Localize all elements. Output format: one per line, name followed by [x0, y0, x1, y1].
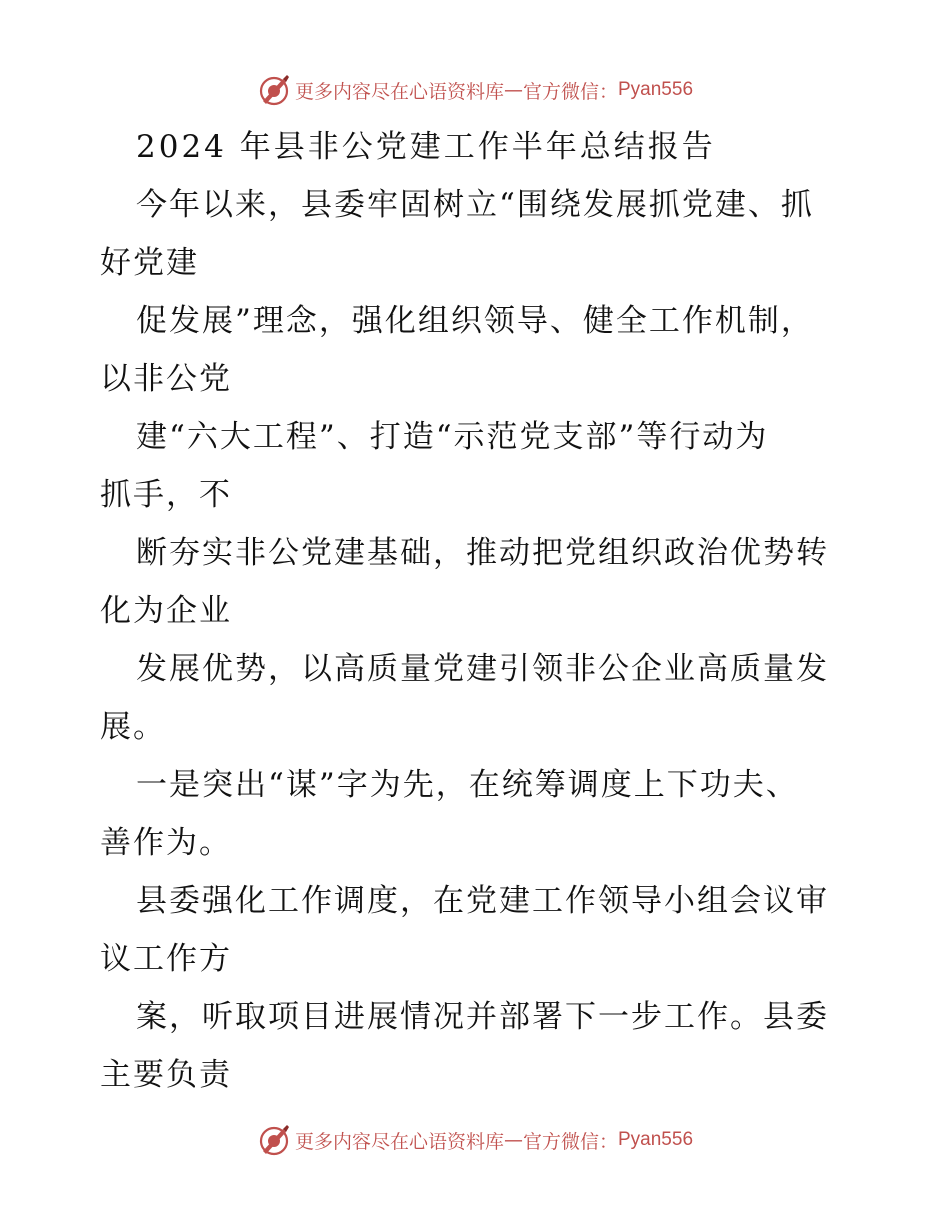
section-heading-line: 一是突出“谋”字为先，在统筹调度上下功夫、 — [136, 767, 799, 803]
paragraph-line: 案，听取项目进展情况并部署下一步工作。县委 — [136, 999, 829, 1035]
paragraph-line: 展。 — [100, 709, 166, 745]
pen-circle-logo-icon — [257, 73, 291, 107]
document-body — [100, 118, 880, 1104]
banner-separator: — — [503, 1129, 523, 1151]
paragraph-line: 抓手，不 — [100, 477, 232, 513]
footer-banner — [0, 1120, 950, 1160]
paragraph-line: 议工作方 — [100, 941, 232, 977]
banner-separator: — — [503, 79, 523, 101]
paragraph-line: 今年以来，县委牢固树立“围绕发展抓党建、抓 — [136, 187, 814, 223]
paragraph-line: 建“六大工程”、打造“示范党支部”等行动为 — [136, 419, 769, 455]
paragraph-line: 断夯实非公党建基础，推动把党组织政治优势转 — [136, 535, 829, 571]
paragraph-line: 县委强化工作调度，在党建工作领导小组会议审 — [136, 883, 829, 919]
banner-text: 更多内容尽在心语资料库 — [294, 80, 504, 103]
paragraph-line: 好党建 — [100, 245, 199, 281]
paragraph-line: 以非公党 — [100, 361, 232, 397]
pen-circle-logo-icon — [257, 1123, 291, 1157]
document-title: 2024 年县非公党建工作半年总结报告 — [136, 129, 716, 165]
paragraph-line: 主要负责 — [100, 1057, 232, 1093]
header-banner — [0, 70, 950, 110]
section-heading-line: 善作为。 — [100, 825, 232, 861]
banner-text: 更多内容尽在心语资料库 — [294, 1130, 504, 1153]
banner-wechat-label: 官方微信： — [522, 80, 618, 103]
paragraph-line: 发展优势，以高质量党建引领非公企业高质量发 — [136, 651, 829, 687]
banner-wechat-label: 官方微信： — [522, 1130, 618, 1153]
banner-wechat-id: Pyan556 — [618, 79, 694, 100]
paragraph-line: 化为企业 — [100, 593, 232, 629]
paragraph-line: 促发展”理念，强化组织领导、健全工作机制， — [136, 303, 814, 339]
banner-wechat-id: Pyan556 — [618, 1129, 694, 1150]
